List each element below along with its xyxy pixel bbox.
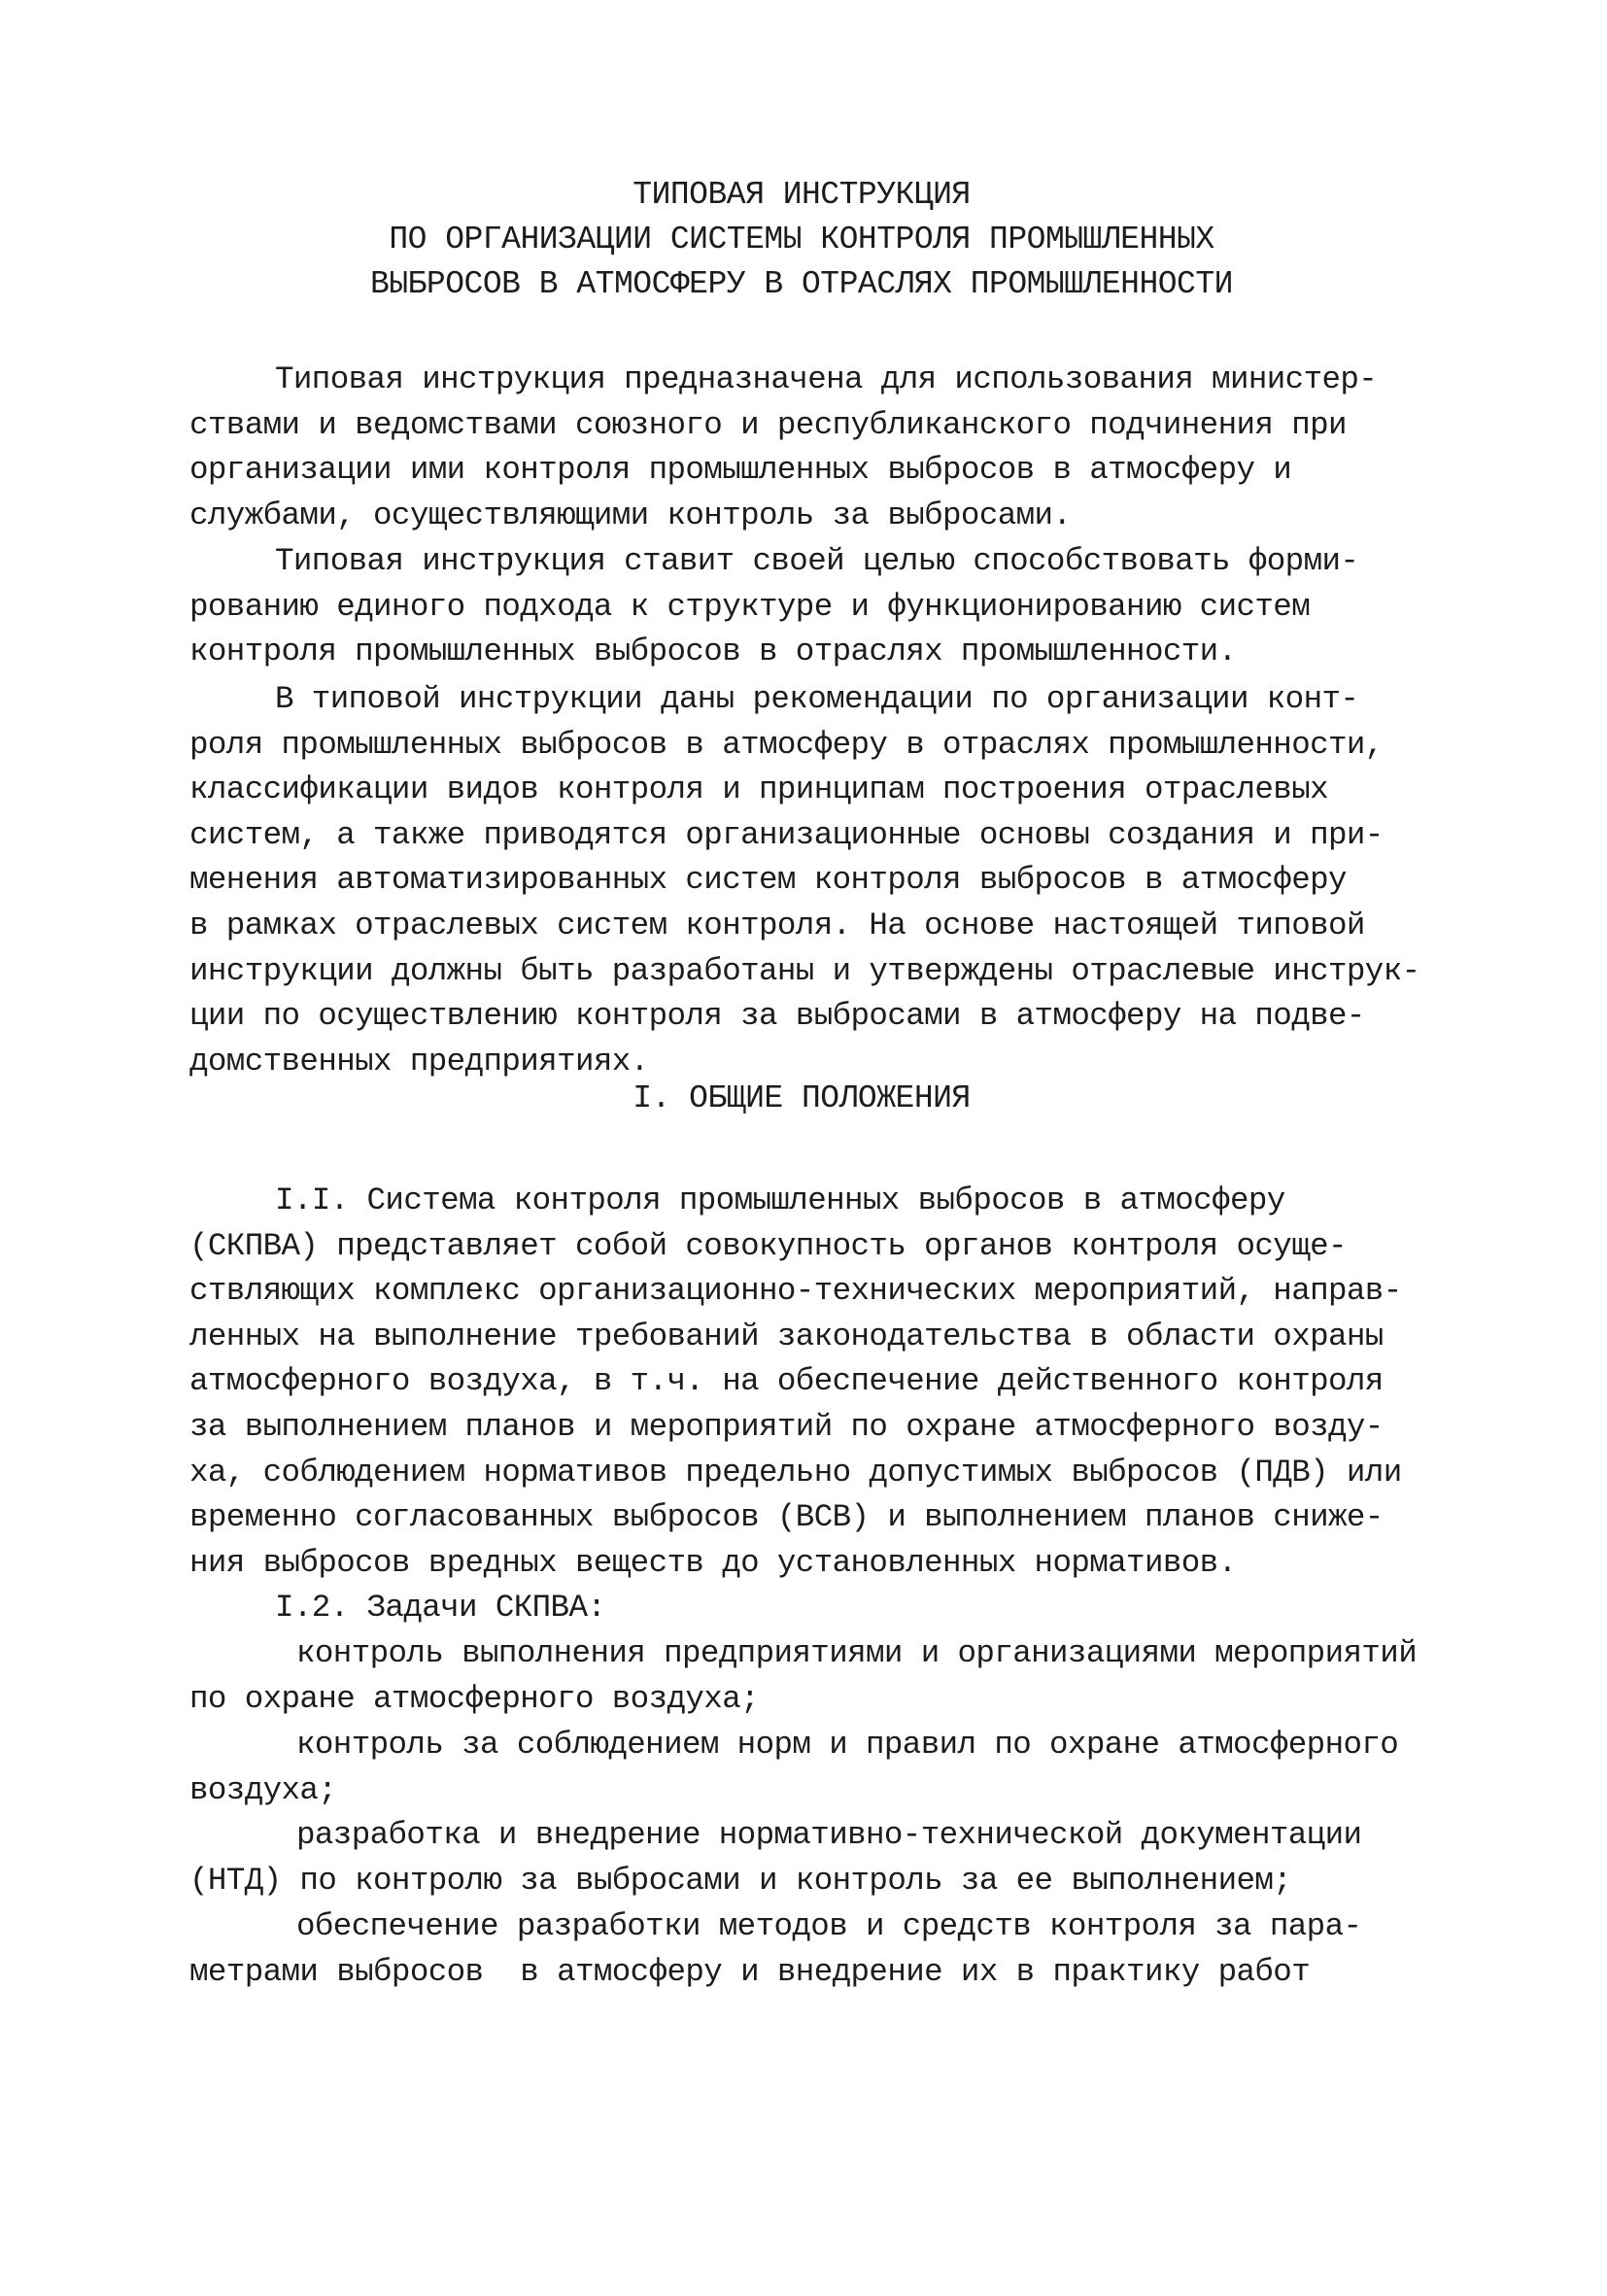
- clause-1-1: [189, 1179, 1453, 1586]
- text-line: ствляющих комплекс организационно-технических мероприятий, направ-: [189, 1273, 1402, 1310]
- text-line: обеспечение разработки методов и средств контроля за пара-: [296, 1908, 1362, 1944]
- text-line: временно согласованных выбросов (ВСВ) и выполнением планов сниже-: [189, 1499, 1384, 1536]
- clause-1-2-heading: [189, 1586, 1453, 1631]
- text-line: ха, соблюдением нормативов предельно допустимых выбросов (ПДВ) или: [189, 1454, 1402, 1491]
- task-item-2: [189, 1723, 1453, 1813]
- text-line: рованию единого подхода к структуре и функционированию систем: [189, 588, 1311, 625]
- text-line: метрами выбросов в атмосферу и внедрение их в практику работ: [189, 1953, 1311, 1990]
- text-line: Типовая инструкция ставит своей целью способствовать форми-: [275, 543, 1359, 579]
- text-line: ции по осуществлению контроля за выбросами в атмосферу на подве-: [189, 998, 1365, 1035]
- title-line: ТИПОВАЯ ИНСТРУКЦИЯ: [633, 177, 971, 213]
- text-line: инструкции должны быть разработаны и утверждены отраслевые инструк-: [189, 952, 1420, 989]
- text-line: (СКПВА) представляет собой совокупность органов контроля осуще-: [189, 1227, 1347, 1264]
- task-item-3: [189, 1813, 1453, 1903]
- text-line: за выполнением планов и мероприятий по охране атмосферного возду-: [189, 1408, 1384, 1445]
- text-line: Типовая инструкция предназначена для использования министер-: [275, 361, 1378, 397]
- text-line: ния выбросов вредных веществ до установленных нормативов.: [189, 1544, 1237, 1581]
- text-line: контроль за соблюдением норм и правил по охране атмосферного: [296, 1727, 1399, 1763]
- text-line: В типовой инструкции даны рекомендации по организации конт-: [275, 681, 1359, 717]
- text-line: контроля промышленных выбросов в отраслях промышленности.: [189, 634, 1237, 670]
- text-line: I.2. Задачи СКПВА:: [275, 1590, 606, 1626]
- text-line: домственных предприятиях.: [189, 1043, 649, 1079]
- text-line: I.I. Система контроля промышленных выбросов в атмосферу: [275, 1182, 1285, 1218]
- text-line: (НТД) по контролю за выбросами и контроль за ее выполнением;: [189, 1862, 1292, 1899]
- task-item-4: [189, 1904, 1453, 1995]
- text-line: воздуха;: [189, 1771, 337, 1808]
- section-heading: I. ОБЩИЕ ПОЛОЖЕНИЯ: [633, 1080, 971, 1116]
- intro-paragraph-3: [189, 677, 1453, 1084]
- task-item-1: [189, 1631, 1453, 1722]
- text-line: организации ими контроля промышленных выбросов в атмосферу и: [189, 452, 1292, 489]
- text-line: в рамках отраслевых систем контроля. На основе настоящей типовой: [189, 907, 1365, 943]
- text-line: систем, а также приводятся организационные основы создания и при-: [189, 816, 1384, 853]
- text-line: по охране атмосферного воздуха;: [189, 1680, 759, 1717]
- text-line: службами, осуществляющими контроль за выбросами.: [189, 497, 1072, 533]
- title-line: ПО ОРГАНИЗАЦИИ СИСТЕМЫ КОНТРОЛЯ ПРОМЫШЛЕННЫХ: [389, 222, 1214, 257]
- text-line: ствами и ведомствами союзного и республиканского подчинения при: [189, 406, 1347, 443]
- text-line: разработка и внедрение нормативно-технической документации: [296, 1817, 1362, 1853]
- text-line: ленных на выполнение требований законодательства в области охраны: [189, 1318, 1384, 1354]
- title-line: ВЫБРОСОВ В АТМОСФЕРУ В ОТРАСЛЯХ ПРОМЫШЛЕННОСТИ: [370, 266, 1233, 302]
- text-line: классификации видов контроля и принципам построения отраслевых: [189, 771, 1328, 808]
- document-title: [185, 173, 1419, 307]
- text-line: менения автоматизированных систем контроля выбросов в атмосферу: [189, 862, 1347, 899]
- text-line: контроль выполнения предприятиями и организациями мероприятий: [296, 1635, 1418, 1671]
- text-line: роля промышленных выбросов в атмосферу в отраслях промышленности,: [189, 726, 1384, 763]
- intro-paragraph-1: [189, 358, 1453, 538]
- text-line: атмосферного воздуха, в т.ч. на обеспечение действенного контроля: [189, 1363, 1384, 1400]
- intro-paragraph-2: [189, 539, 1453, 675]
